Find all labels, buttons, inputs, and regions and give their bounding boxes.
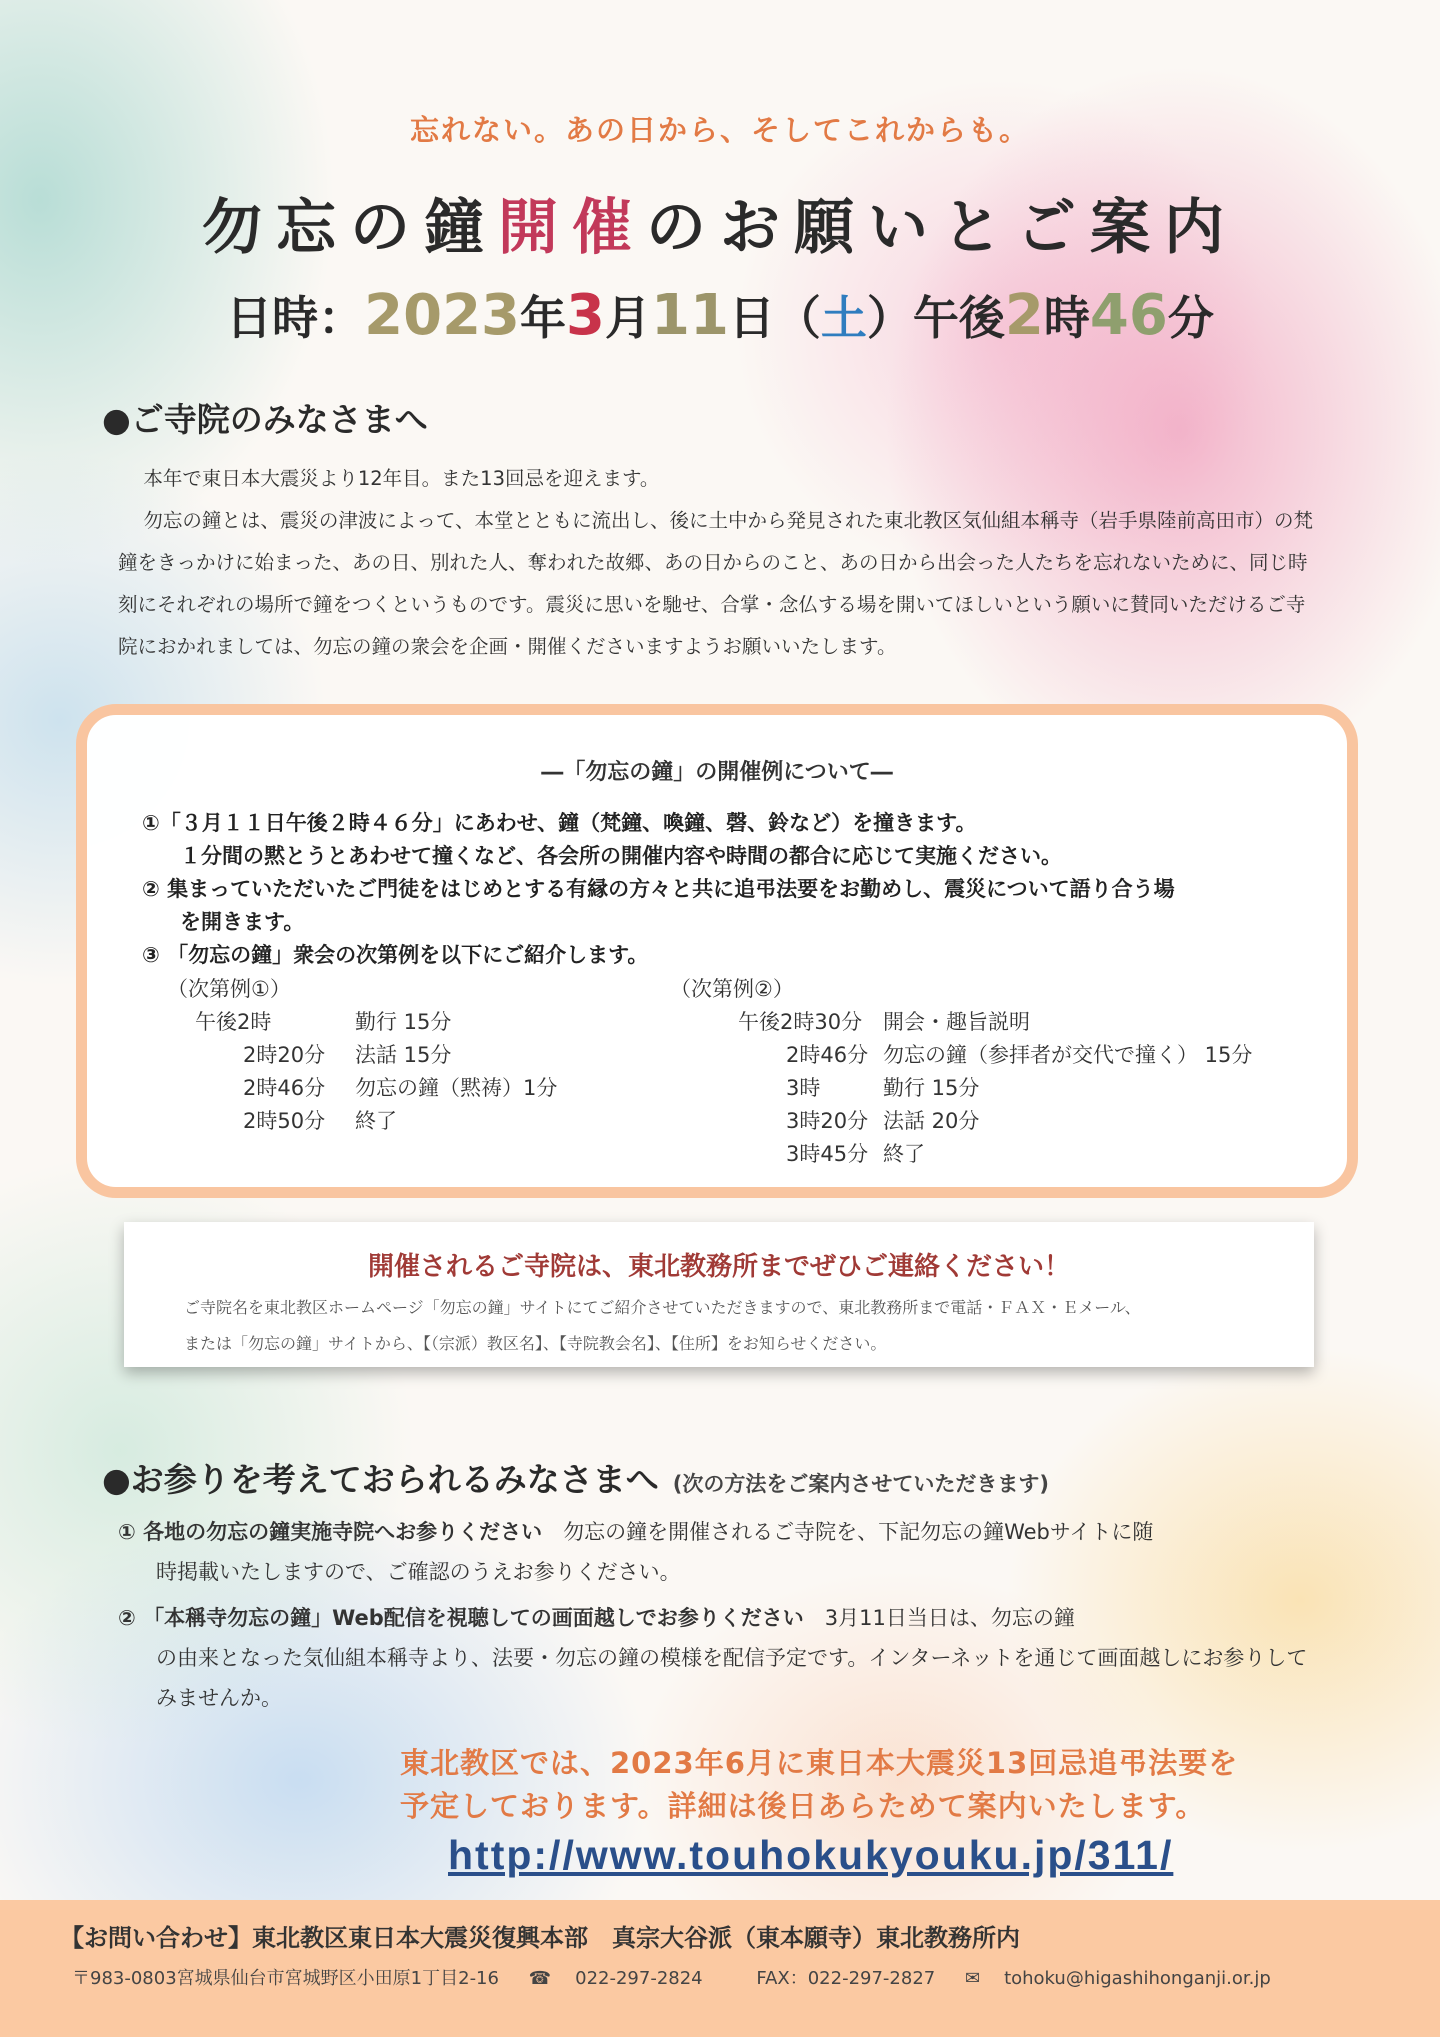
table-row [167,1072,557,1105]
schedule-time: 3時45分 [786,1142,869,1166]
schedule-event: 終了 [355,1109,397,1133]
date-hour: 2 [1004,283,1044,348]
visitors-item-1-text: 勿忘の鐘を開催されるご寺院を、下記勿忘の鐘Webサイトに随 [563,1520,1154,1544]
schedule-2-label: （次第例②） [670,977,794,1001]
example-item-1-cont: １分間の黙とうとあわせて撞くなど、各会所の開催内容や時間の都合に応じて実施ください。 [180,844,1062,868]
contact-body [184,1290,1274,1362]
schedule-2-table [670,1006,1252,1171]
date-label: 日時： [226,291,365,345]
memorial-notice [400,1742,1360,1828]
visitors-item-2-text: 3月11日当日は、勿忘の鐘 [824,1606,1075,1630]
schedule-event: 法話 20分 [883,1109,980,1133]
contact-title: 開催されるご寺院は、東北教務所までぜひご連絡ください！ [367,1252,1070,1282]
date-minute-unit: 分 [1167,291,1214,345]
visitors-heading-text: ●お参りを考えておられるみなさまへ [102,1460,659,1499]
example-item-2: ② 集まっていただいたご門徒をはじめとする有縁の方々と共に追弔法要をお勤めし、震災について語り合う場 [142,877,1175,901]
example-item-2-cont: を開きます。 [180,910,305,934]
footer-phone-number: 022-297-2824 [575,1968,703,1989]
date-weekday: 土 [820,291,867,345]
table-row [670,1072,1252,1105]
schedule-event: 法話 15分 [355,1043,452,1067]
example-item-3: ③ 「勿忘の鐘」衆会の次第例を以下にご紹介します。 [142,943,649,967]
date-month: 3 [566,283,605,348]
event-datetime [0,282,1440,348]
date-year: 2023 [364,283,521,348]
schedule-1 [167,973,557,1138]
tagline: 忘れない。あの日から、そしてこれからも。 [409,113,1030,147]
memorial-notice-line-2: 予定しております。詳細は後日あらためて案内いたします。 [400,1789,1206,1823]
title-part1: 勿忘の鐘 [202,193,498,263]
table-row [167,1006,557,1039]
phone-icon: ☎ [528,1968,552,1989]
title-part2: のお願いとご案内 [646,193,1238,263]
temples-body [118,458,1323,668]
footer-org: 【お問い合わせ】東北教区東日本大震災復興本部 真宗大谷派（東本願寺）東北教務所内 [60,1924,1020,1952]
date-hour-unit: 時 [1043,291,1090,345]
date-close: ）午後 [866,291,1005,345]
date-minute: 46 [1089,283,1168,348]
footer-email[interactable] [965,1968,1295,1989]
temples-heading: ●ご寺院のみなさまへ [102,400,428,439]
date-day-unit: 日（ [728,291,821,345]
example-list [142,807,1322,972]
schedule-event: 勿忘の鐘（黙祷）1分 [355,1076,558,1100]
schedule-event: 開会・趣旨説明 [883,1010,1030,1034]
visitors-subheading: (次の方法をご案内させていただきます) [672,1472,1049,1496]
schedule-time: 3時20分 [786,1109,869,1133]
contact-card [124,1222,1314,1367]
schedule-time: 3時 [786,1076,821,1100]
schedule-1-table [167,1006,557,1138]
table-row [670,1138,1252,1171]
example-box-title: ―「勿忘の鐘」の開催例について― [541,760,893,785]
website-link[interactable]: http://www.touhokukyouku.jp/311/ [448,1832,1174,1878]
schedule-time: 2時50分 [243,1109,326,1133]
schedule-event: 勤行 15分 [355,1010,452,1034]
table-row [167,1105,557,1138]
contact-line-2: または「勿忘の鐘」サイトから、【（宗派）教区名】、【寺院教会名】、【住所】をお知らせください。 [184,1334,887,1353]
footer-phone [529,1968,727,1989]
table-row [167,1039,557,1072]
schedule-time: 2時20分 [243,1043,326,1067]
schedule-event: 勿忘の鐘（参拝者が交代で撞く） 15分 [883,1043,1253,1067]
title-highlight: 開催 [498,193,646,263]
schedule-time: 午後2時 [195,1010,272,1034]
visitors-item-2-text-2: の由来となった気仙組本稱寺より、法要・勿忘の鐘の模様を配信予定です。インターネットを通じて画面越しにお参りして [156,1646,1308,1670]
date-month-unit: 月 [604,291,651,345]
table-row [670,1006,1252,1039]
memorial-notice-line-1: 東北教区では、2023年6月に東日本大震災13回忌追弔法要を [400,1746,1239,1780]
footer-fax: FAX：022-297-2827 [756,1968,936,1989]
schedule-time: 2時46分 [786,1043,869,1067]
footer [0,1900,1440,2037]
visitors-heading [102,1454,1049,1501]
table-row [670,1105,1252,1138]
schedule-time: 2時46分 [243,1076,326,1100]
visitors-item-1 [118,1512,1343,1592]
visitors-item-1-title: ① 各地の勿忘の鐘実施寺院へお参りください [118,1520,543,1544]
schedule-event: 終了 [883,1142,925,1166]
schedule-1-label: （次第例①） [167,977,291,1001]
schedule-event: 勤行 15分 [883,1076,980,1100]
footer-contact [72,1964,1412,1990]
visitors-item-2-title: ② 「本稱寺勿忘の鐘」Web配信を視聴しての画面越しでお参りください [118,1606,804,1630]
table-row [670,1039,1252,1072]
schedule-time: 午後2時30分 [738,1010,863,1034]
example-box [76,704,1358,1198]
footer-address: 〒983-0803宮城県仙台市宮城野区小田原1丁目2-16 [72,1968,499,1989]
contact-line-1: ご寺院名を東北教区ホームページ「勿忘の鐘」サイトにてご紹介させていただきますので、東北教務所まで電話・ＦＡＸ・Ｅメール、 [184,1298,1141,1317]
visitors-item-1-text-2: 時掲載いたしますので、ご確認のうえお参りください。 [156,1560,681,1584]
visitors-list [118,1512,1343,1724]
date-year-unit: 年 [520,291,567,345]
visitors-item-2-text-3: みませんか。 [156,1686,282,1710]
temples-paragraph-2: 勿忘の鐘とは、震災の津波によって、本堂とともに流出し、後に土中から発見された東北教区気仙組本稱寺（岩手県陸前高田市）の梵鐘をきっかけに始まった、あの日、別れた人、奪われた故郷、あの日からのこと、あの日から出会った人たちを忘れないために、同じ時刻にそれぞれの場所で鐘をつくというものです。震災に思いを馳せ、合掌・念仏する場を開いてほしいという願いに賛同いただけるご寺院におかれましては、勿忘の鐘の衆会を企画・開催くださいますようお願いいたします。 [118,509,1313,658]
page-title [0,180,1440,266]
date-day: 11 [650,283,729,348]
example-item-1: ①「３月１１日午後２時４６分」にあわせ、鐘（梵鐘、喚鐘、磬、鈴など）を撞きます。 [142,811,977,835]
mail-icon: ✉ [964,1968,981,1989]
footer-email-address[interactable]: tohoku@higashihonganji.or.jp [1004,1968,1271,1989]
visitors-item-2 [118,1598,1343,1718]
temples-paragraph-1: 本年で東日本大震災より12年目。また13回忌を迎えます。 [143,467,660,490]
schedule-2 [670,973,1252,1171]
